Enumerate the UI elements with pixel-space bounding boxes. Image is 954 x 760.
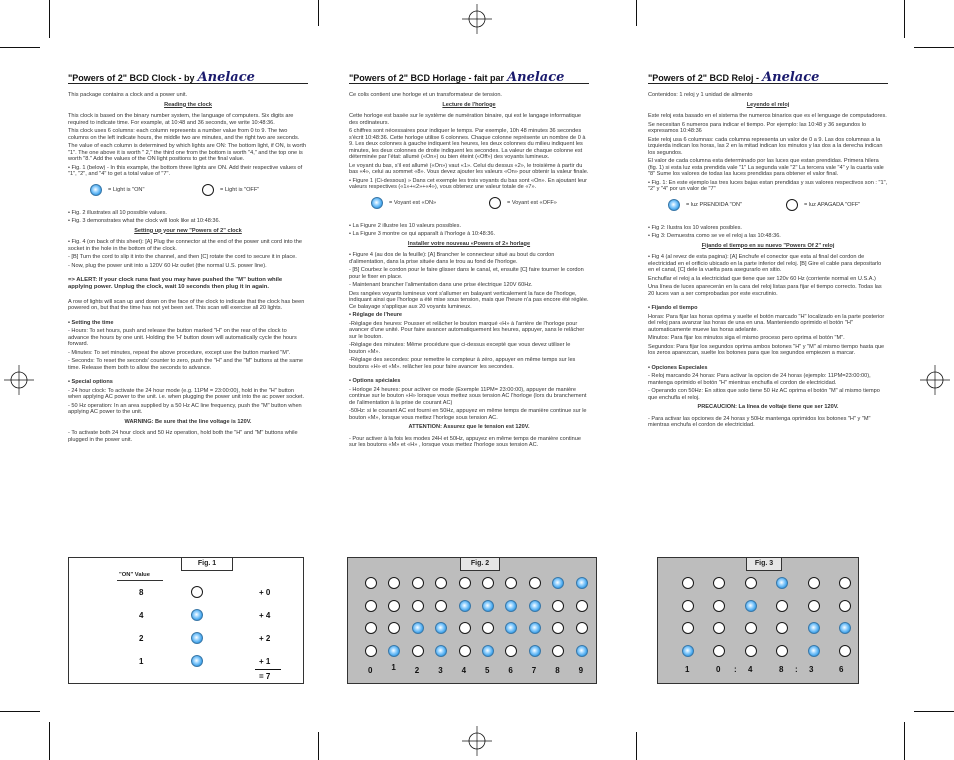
light-off-icon xyxy=(365,577,377,589)
light-on-icon xyxy=(412,622,424,634)
fig2-digit-label: 7 xyxy=(531,666,537,675)
light-off-icon xyxy=(576,600,588,612)
light-on-icon xyxy=(576,577,588,589)
legend-on-label: = Voyant est «ON» xyxy=(389,199,437,206)
paragraph: -Réglage des minutes: Même procédure que ci-dessus excepté que vous devez utiliser le bouton «M». xyxy=(349,342,571,355)
fig1-panel xyxy=(68,557,304,684)
light-on-icon xyxy=(529,645,541,657)
fig3-time-label: : xyxy=(795,665,798,674)
light-legend xyxy=(648,199,888,217)
paragraph: 6 chiffres sont nécessaires pour indiquer le temps. Par exemple, 10h 48 minutes 36 secondes s'écrit 10:48:36. Cette horloge utilise 6 colonnes. Chaque colonne représente un nombre de 0 à 9. Les deux colonnes à gauche indiquent les heures, les deux colonnes du milieu indiquent les minutes, les deux colonnes de droite indiquent les secondes. La valeur de chaque colonne est déterminée par l'état: allumé («On») ou bien éteint («Off») des voyants lumineux. xyxy=(349,128,586,160)
light-off-icon xyxy=(682,577,694,589)
paragraph: - Operando con 50Hz: En sitios que solo tiene 50 Hz AC oprima el botón "M" al mismo tiempo que enchufla el reloj. xyxy=(648,388,880,401)
warning-text: PRECAUCION: La línea de voltaje tiene que ser 120V. xyxy=(697,404,839,410)
fig2-panel xyxy=(347,557,597,684)
spanish-column xyxy=(648,68,888,431)
light-off-icon xyxy=(459,645,471,657)
subsection-heading: • Setting the time xyxy=(68,319,114,326)
light-on-icon xyxy=(505,600,517,612)
fig1-header-rule xyxy=(117,580,163,581)
fig-note: • Fig 2: Ilustra los 10 valores posibles. xyxy=(648,224,742,231)
fig2-digit-label: 2 xyxy=(414,666,420,675)
subsection-heading: • Options spéciales xyxy=(349,378,401,384)
fig1-total: = 7 xyxy=(259,672,271,681)
section-heading: Setting up your new "Powers of 2" clock xyxy=(134,227,242,234)
light-on-icon xyxy=(435,622,447,634)
intro-text: Contenidos: 1 reloj y 1 unidad de alimento xyxy=(648,92,753,98)
section-heading: Fijando el tiempo en su nuevo "Powers Of 2" reloj xyxy=(701,242,835,249)
paragraph: • Figure 1 (Ci-dessous) » Dans cet exemple les trois voyants du bas sont «On». En ajoutant leur valeurs respectives («1»+«2»+«4»), vous obtenez une valeur totale de «7». xyxy=(349,177,587,190)
light-on-icon xyxy=(482,600,494,612)
paragraph: The value of each column is determined by which lights are ON: The bottom light, if ON, is worth "1". The one above it is worth " 2," the third one from the bottom is worth "4," and the top one is worth "8." Add the values of the ON light positions to get the final value. xyxy=(68,143,307,162)
registration-mark xyxy=(920,365,950,395)
fig3-time-label: 3 xyxy=(809,665,814,674)
light-on-icon xyxy=(371,197,383,209)
section-heading: Leyendo el reloj xyxy=(746,101,790,108)
paragraph: - Now, plug the power unit into a 120V 60 Hz outlet (the normal U.S. power line). xyxy=(68,262,267,269)
fig2-digit-label: 0 xyxy=(368,666,373,675)
fig3-time-label: : xyxy=(734,665,737,674)
light-off-icon xyxy=(808,600,820,612)
fig1-row-value: 8 xyxy=(139,588,144,597)
paragraph: • Fig. 4 (on back of this sheet): [A] Plug the connector at the end of the power unit cord into the socket in the hole in the bottom of the clock. xyxy=(68,239,302,252)
crop-mark xyxy=(49,722,50,760)
light-on-icon xyxy=(529,622,541,634)
english-title xyxy=(68,68,308,84)
light-on-icon xyxy=(191,632,203,644)
paragraph: - Seconds: To reset the seconds' counter to zero, push the "H" and the "M" buttons at the same time. Release them both to allow the seconds to advance. xyxy=(68,358,303,371)
light-off-icon xyxy=(435,600,447,612)
light-off-icon xyxy=(839,577,851,589)
light-on-icon xyxy=(776,577,788,589)
fold-mark xyxy=(636,0,637,26)
fig3-time-label: 6 xyxy=(839,665,844,674)
warning-text: ATTENTION: Assurez que le tension est 120V. xyxy=(408,424,530,430)
light-on-icon xyxy=(388,645,400,657)
fig1-row-value: 2 xyxy=(139,634,144,643)
paragraph: - Horloge 24 heures: pour activer ce mode (Exemple 11PM= 23:00:00), appuyer de manière continue sur le bouton «H» lorsque vous mettez sous tension AC l'horloge (lors du branchement de l'alimentation à la prise de courant AC) xyxy=(349,386,587,406)
light-off-icon xyxy=(713,645,725,657)
crop-mark xyxy=(904,0,905,38)
light-on-icon xyxy=(682,645,694,657)
light-off-icon xyxy=(365,645,377,657)
paragraph: - Para activar las opciones de 24 horas y 50Hz mantenga oprimidos los botones "H" y "M" mientras enchufa el cordon de electricidad. xyxy=(648,415,871,428)
paragraph: -50Hz: si le courant AC est fourni en 50Hz, appuyez en même temps de manière continue sur le bouton «M», lorsque vous mettez l'horloge sous tension AC. xyxy=(349,408,587,421)
fig2-tag: Fig. 2 xyxy=(460,558,500,571)
light-off-icon xyxy=(388,600,400,612)
light-on-icon xyxy=(505,622,517,634)
paragraph: This clock uses 6 columns: each column represents a number value from 0 to 9. The two columns on the left indicate hours, the middle two are minutes, and the right two are seconds. xyxy=(68,128,300,141)
fig1-row-value: 1 xyxy=(139,657,144,666)
paragraph: - [B] Courbez le cordon pour le faire glisser dans le canal, et, ensuite [C] faire tourner le cordon pour le fixer en place. xyxy=(349,267,584,280)
registration-mark xyxy=(4,365,34,395)
intro-text: This package contains a clock and a power unit. xyxy=(68,92,188,98)
title-text: "Powers of 2" BCD Horlage - fait par xyxy=(349,72,505,83)
legend-off-label: = Voyant est «OFF» xyxy=(507,199,557,206)
paragraph: - Reloj marcando 24 horas: Para activar la opcion de 24 horas (ejemplo: 11PM=23:00:00), mantenga oprimido el botón "H" mientras enchufla el cordon de electricidad. xyxy=(648,373,871,386)
fig-note: • Fig. 2 illustrates all 10 possible values. xyxy=(68,209,167,216)
spanish-title xyxy=(648,68,888,84)
light-on-icon xyxy=(576,645,588,657)
crop-mark xyxy=(0,711,40,712)
fig-note: • La Figure 2 illustre les 10 valeurs possibles. xyxy=(349,222,462,229)
light-off-icon xyxy=(459,622,471,634)
crop-mark xyxy=(0,47,40,48)
paragraph: • Figure 4 (au dos de la feuille): [A] Brancher le connecteur situé au bout du cordon d'alimentation, dans la prise située dans le trou au fond de l'horloge. xyxy=(349,252,555,265)
fold-mark xyxy=(636,732,637,760)
light-on-icon xyxy=(90,184,102,196)
light-off-icon xyxy=(365,600,377,612)
light-off-icon xyxy=(745,577,757,589)
fold-mark xyxy=(318,732,319,760)
light-off-icon xyxy=(576,622,588,634)
light-on-icon xyxy=(191,609,203,621)
light-off-icon xyxy=(745,622,757,634)
subsection-heading: • Fijando el tiempo xyxy=(648,305,698,311)
paragraph: Horas: Para fijar las horas oprima y suelte el botón marcado "H" localizado en la parte posterior del reloj para avanzar las horas de una en una. Manteniendo oprimido el botón "H" automaticamente mueve las horas adelante. xyxy=(648,313,885,333)
english-column xyxy=(68,68,308,445)
paragraph: • Fig 4 (al revez de esta pagina): [A] Enchufe el conector que esta al final del cordon de electricidad en el orificio ubicado en la parte inferior del reloj. [B] Gire el cable para depositarlo en el canal, [C] dele la vuelta para asegurarlo en sitio. xyxy=(648,254,882,273)
alert-text: => ALERT: If your clock runs fast you may have pushed the "M" button while applying power. Unplug the clock, wait 10 seconds then plug it in again. xyxy=(68,277,283,290)
fig3-time-label: 0 xyxy=(716,665,721,674)
paragraph: Este reloj usa 6 columnas: cada columna representa un valor de 0 a 9. Las dos columnas a la izquierda indican los horas, las 2 en la mitad indican los minutos y las dos a la derecha indican los segundos. xyxy=(648,136,883,156)
paragraph: Este reloj esta basado en el sistema the numeros binarios que es el lenguage de computadores. xyxy=(648,113,887,119)
french-column xyxy=(349,68,589,451)
light-off-icon xyxy=(388,577,400,589)
section-heading: Lecture de l'horloge xyxy=(442,101,496,108)
legend-on-label: = Light is "ON" xyxy=(108,186,145,193)
light-off-icon xyxy=(412,600,424,612)
paragraph: Minutos: Para fijar los minutos siga el mismo proceso pero oprima el botón "M". xyxy=(648,335,845,341)
fig2-digit-label: 6 xyxy=(508,666,513,675)
light-on-icon xyxy=(745,600,757,612)
light-off-icon xyxy=(412,645,424,657)
light-on-icon xyxy=(808,622,820,634)
paragraph: • Fig. 1: En este ejemplo las tres luces bajas estan prendidas y sus valores respectivos son : "1", "2" y "4" por un valor de "7" xyxy=(648,179,888,192)
light-on-icon xyxy=(552,577,564,589)
light-off-icon xyxy=(482,622,494,634)
fig1-header: "ON" Value xyxy=(119,572,150,578)
light-on-icon xyxy=(808,645,820,657)
subsection-heading: • Opciones Especiales xyxy=(648,364,708,371)
light-off-icon xyxy=(529,577,541,589)
light-legend xyxy=(68,184,308,202)
fig2-digit-label: 3 xyxy=(438,666,443,675)
light-on-icon xyxy=(191,655,203,667)
light-on-icon xyxy=(839,622,851,634)
light-off-icon xyxy=(682,600,694,612)
fig3-time-label: 8 xyxy=(779,665,784,674)
paragraph: - Hours: To set hours, push and release the button marked "H" on the rear of the clock to advance the hours by one unit. Holding the 'H' button down will automatically cycle the hours forward. xyxy=(68,328,297,348)
paragraph: • Fig. 1 (below) - In this example, the bottom three lights are ON. Add their respective values of "1", "2", and "4" to get a total value of "7". xyxy=(68,164,303,177)
brand-logo: Anelace xyxy=(507,69,565,85)
french-title xyxy=(349,68,589,84)
crop-mark xyxy=(49,0,50,38)
light-off-icon xyxy=(388,622,400,634)
fig2-digit-label: 8 xyxy=(555,666,560,675)
fig1-tag: Fig. 1 xyxy=(181,558,233,571)
fig-note: • La Figure 3 montre ce qui apparaît à l'horloge à 10:48:36. xyxy=(349,231,496,237)
section-heading: Reading the clock xyxy=(164,101,212,108)
paragraph: - Maintenant brancher l'alimentation dans une prise électrique 120V 60Hz. xyxy=(349,282,533,288)
subsection-heading: • Réglage de l'heure xyxy=(349,312,403,318)
light-off-icon xyxy=(482,577,494,589)
legend-off-label: = luz APAGADA "OFF" xyxy=(804,201,861,208)
paragraph: - 24 hour clock: To activate the 24 hour mode (e.g. 11PM = 23:00:00), hold in the "H" button when applying AC power to the unit. i.e. when plugging the power unit into the ac power socket. xyxy=(68,387,305,401)
light-off-icon xyxy=(552,622,564,634)
light-off-icon xyxy=(459,577,471,589)
fig2-digit-label: 5 xyxy=(485,666,490,675)
light-off-icon xyxy=(435,577,447,589)
legend-on-label: = luz PRENDIDA "ON" xyxy=(686,201,743,208)
paragraph: - To activate both 24 hour clock and 50 Hz operation, hold both the "H" and "M" buttons while plugged in the power unit. xyxy=(68,430,298,443)
paragraph: -Réglage des secondes: pour remettre le compteur à zéro, appuyer en même temps sur les boutons «H» et «M». relâcher les pour faire avancer les secondes. xyxy=(349,357,576,370)
paragraph: A row of lights will scan up and down on the face of the clock to indicate that the clock has been powered on, but that the time has not yet been set. This scan will exercise all 20 lights. xyxy=(68,298,305,312)
light-off-icon xyxy=(489,197,501,209)
light-on-icon xyxy=(529,600,541,612)
legend-off-label: = Light is "OFF" xyxy=(220,186,260,193)
fig1-row-plus: + 4 xyxy=(259,611,271,620)
light-off-icon xyxy=(552,600,564,612)
paragraph: El valor de cada columna esta determinado por las luces que estan prendidas. Primera hilera (fig. 1) si esta luz esta prendida vale "1" La segunda vale "2" La tercera vale "4" y la cuarta vale "8" Sume los valores de todas las luces prendidas para obtener el valor final. xyxy=(648,158,884,177)
light-off-icon xyxy=(713,577,725,589)
light-off-icon xyxy=(505,577,517,589)
fig1-row-plus: + 2 xyxy=(259,634,271,643)
warning-text: WARNING: Be sure that the line voltage is 120V. xyxy=(124,418,252,425)
subsection-heading: • Special options xyxy=(68,379,113,386)
light-off-icon xyxy=(713,622,725,634)
light-legend xyxy=(349,197,589,215)
crop-mark xyxy=(904,722,905,760)
light-off-icon xyxy=(552,645,564,657)
light-off-icon xyxy=(776,622,788,634)
intro-text: Ce colis contient une horloge et un transformateur de tension. xyxy=(349,92,502,98)
light-off-icon xyxy=(202,184,214,196)
paragraph: Cette horloge est basée sur le système de numération binaire, qui est le langage informatique des ordinateurs. xyxy=(349,113,581,126)
light-off-icon xyxy=(786,199,798,211)
title-text: "Powers of 2" BCD Clock - by xyxy=(68,72,195,83)
fig3-time-label: 4 xyxy=(748,665,753,674)
fig1-total-rule xyxy=(255,669,281,670)
light-off-icon xyxy=(713,600,725,612)
fig2-digit-label: 1 xyxy=(391,663,396,672)
light-on-icon xyxy=(459,600,471,612)
paragraph: - 50 Hz operation: In an area supplied by a 50 Hz AC line frequency, push the "M" button when applying AC power to the unit. xyxy=(68,402,302,416)
paragraph: Una línea de luces aparecerán en la cara del reloj listas para fijar el tiempo correcto. Todas las 20 luces van a ser comprobadas por este escrutinio. xyxy=(648,284,882,297)
light-off-icon xyxy=(191,586,203,598)
fig1-row-plus: + 0 xyxy=(259,588,271,597)
brand-logo: Anelace xyxy=(762,69,820,85)
paragraph: This clock is based on the binary number system, the language of computers. Six digits are required to indicate time. For example, at 10:48 and 36 seconds, we write 10:48:36. xyxy=(68,113,294,126)
paragraph: - Pour activer à la fois les modes 24H et 50Hz, appuyez en même temps de manière continue sur les boutons «M» et «H» , lorsque vous mettez l'horloge sous tension AC. xyxy=(349,435,581,448)
light-on-icon xyxy=(435,645,447,657)
paragraph: - Minutes: To set minutes, repeat the above procedure, except use the button marked "M". xyxy=(68,349,291,356)
light-on-icon xyxy=(668,199,680,211)
fig3-time-label: 1 xyxy=(685,665,690,674)
fig2-digit-label: 4 xyxy=(461,666,467,675)
light-off-icon xyxy=(365,622,377,634)
brand-logo: Anelace xyxy=(197,69,255,85)
fig1-row-value: 4 xyxy=(139,611,144,620)
light-off-icon xyxy=(505,645,517,657)
light-off-icon xyxy=(412,577,424,589)
paragraph: Segundos: Para fijar los segundos oprima ambos botones "H" y "M" al mismo tiempo hasta que los zeros aparezcan, suelte los botones para que los segundos empiezen a marcar. xyxy=(648,343,885,356)
light-off-icon xyxy=(745,645,757,657)
light-off-icon xyxy=(776,645,788,657)
paragraph: Le voyant du bas, s'il est allumé («On») vaut «1». Celui du dessus «2», le troisième à partir du bas «4», celui au sommet «8». Vous devez ajouter les valeurs «On» pour obtenir la valeur finale. xyxy=(349,162,589,175)
light-off-icon xyxy=(776,600,788,612)
fig-note: • Fig 3: Demuestra como se ve el reloj a las 10:48:36. xyxy=(648,233,781,239)
light-off-icon xyxy=(839,645,851,657)
paragraph: Se necesitan 6 numeros para indicar el tiempo. Por ejemplo: las 10:48 y 36 segundos lo expresamos 10:48:36 xyxy=(648,121,866,134)
registration-mark xyxy=(462,726,492,756)
fig1-row-plus: + 1 xyxy=(259,657,271,666)
title-text: "Powers of 2" BCD Reloj - xyxy=(648,72,760,83)
registration-mark xyxy=(462,4,492,34)
fold-mark xyxy=(318,0,319,26)
paragraph: - [B] Turn the cord to slip it into the channel, and then [C] rotate the cord to secure it in place. xyxy=(68,254,297,260)
paragraph: -Réglage des heures: Pousser et relâcher le bouton marqué «H» à l'arrière de l'horloge pour avancer d'une unité. Pour faire avancer automatiquement les heures, appuyer, sans le relâcher sur le bouton. xyxy=(349,320,585,340)
fig2-digit-label: 9 xyxy=(578,666,584,675)
light-off-icon xyxy=(682,622,694,634)
fig-note: • Fig. 3 demonstrates what the clock will look like at 10:48:36. xyxy=(68,218,221,224)
light-off-icon xyxy=(808,577,820,589)
light-on-icon xyxy=(482,645,494,657)
fig3-tag: Fig. 3 xyxy=(746,558,782,571)
section-heading: Installer votre nouveau «Powers of 2» horlage xyxy=(407,240,531,247)
fig3-panel xyxy=(657,557,859,684)
light-off-icon xyxy=(839,600,851,612)
crop-mark xyxy=(914,47,954,48)
crop-mark xyxy=(914,711,954,712)
paragraph: Enchuflar el reloj a la electricidad que tiene que ser 120v 60 Hz (corriente normal en U.S.A.) xyxy=(648,275,876,282)
paragraph: Des rangées voyants lumineux vont s'allumer en balayant verticalement la face de l'horloge, indiquant ainsi que l'horloge a été mise sous tension, mais que l'heure n'a pas encore été réglée. Ce balayage s'applique aux 20 voyants lumineux. xyxy=(349,290,589,310)
